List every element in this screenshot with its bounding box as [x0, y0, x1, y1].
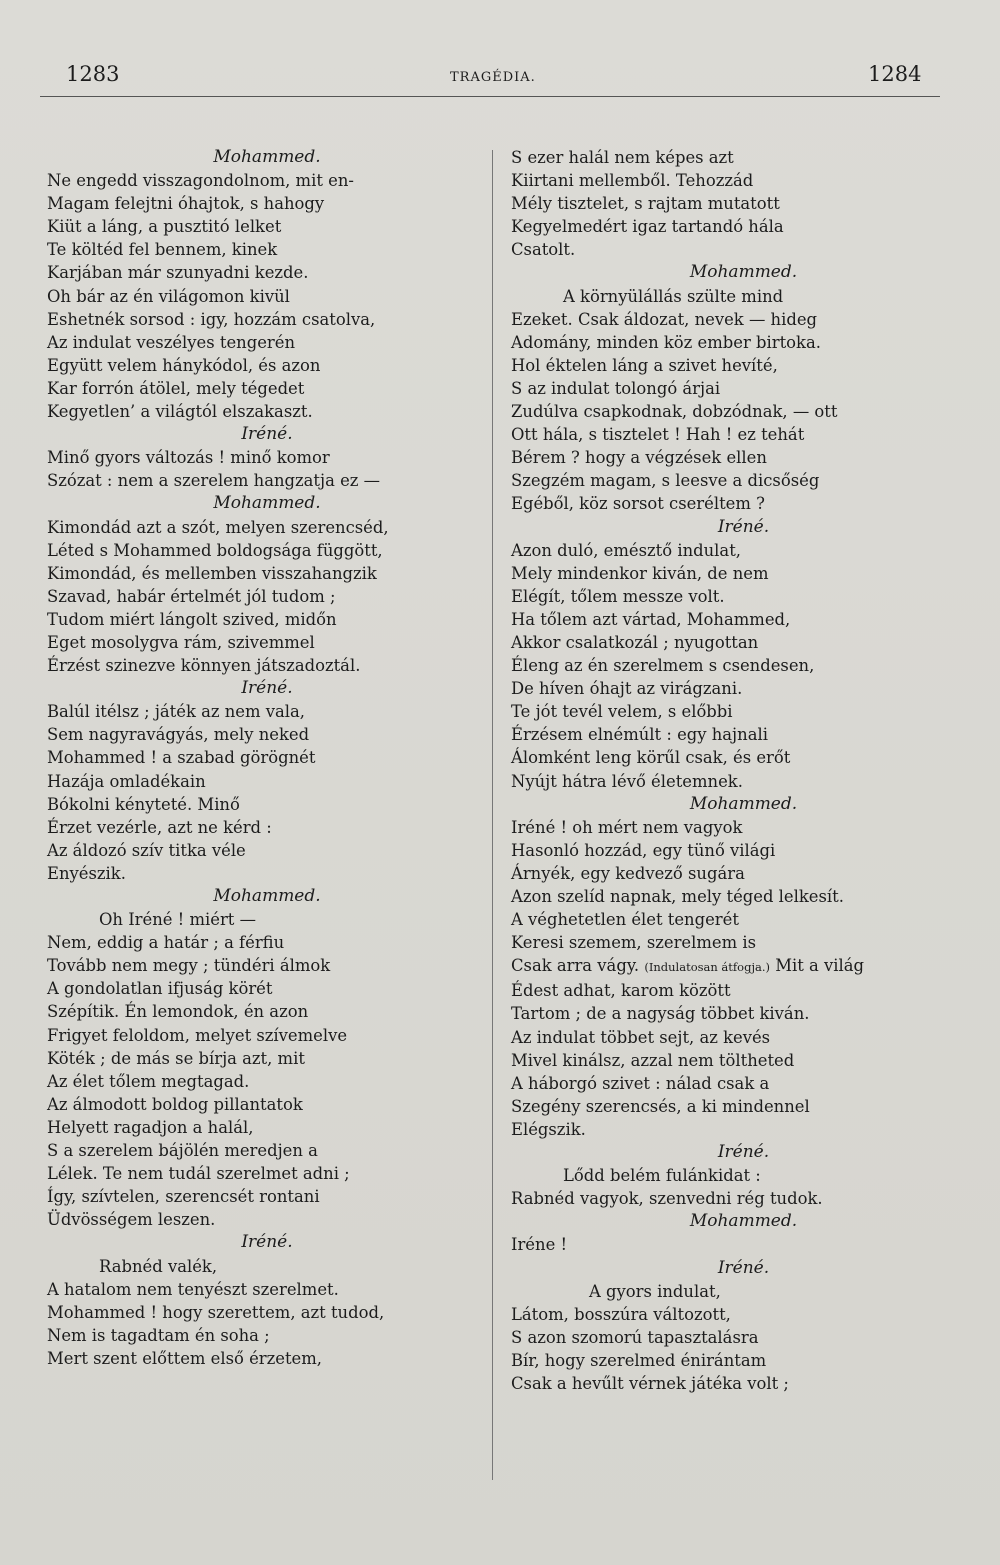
verse-line: Adomány, minden köz ember birtoka.: [511, 332, 821, 352]
verse-line: Látom, bosszúra változott,: [511, 1304, 731, 1324]
verse-line: Mohammed ! hogy szerettem, azt tudod,: [47, 1302, 385, 1322]
left-column: [47, 146, 487, 1370]
verse-line: Iréné ! oh mért nem vagyok: [511, 817, 743, 837]
speaker-name: Iréné.: [241, 424, 293, 445]
verse-line: Enyészik.: [47, 863, 126, 883]
verse-line: Szavad, habár értelmét jól tudom ;: [47, 586, 336, 606]
page-number-left: 1283: [66, 62, 120, 86]
verse-line: Kiüt a láng, a pusztitó lelket: [47, 217, 282, 237]
verse-line: Balúl itélsz ; játék az nem vala,: [47, 702, 305, 722]
verse-line: A háborgó szivet : nálad csak a: [511, 1073, 770, 1093]
verse-line: Érzésem elnémúlt : egy hajnali: [511, 725, 768, 745]
verse-line: Árnyék, egy kedvező sugára: [511, 863, 745, 883]
speaker-name: Iréné.: [241, 1232, 293, 1253]
verse-line: Ezeket. Csak áldozat, nevek — hideg: [511, 309, 818, 329]
verse-line: Rabnéd vagyok, szenvedni rég tudok.: [511, 1189, 823, 1209]
verse-line: Köték ; de más se bírja azt, mit: [47, 1048, 305, 1068]
verse-line: Kegyetlen’ a világtól elszakaszt.: [47, 402, 313, 422]
speaker-name: Iréné.: [241, 678, 293, 699]
verse-line: Éleng az én szerelmem s csendesen,: [511, 656, 815, 676]
verse-text: Mit a világ: [775, 956, 865, 976]
verse-line: Nem, eddig a határ ; a férfiu: [47, 933, 285, 953]
verse-line: Eshetnék sorsod : igy, hozzám csatolva,: [47, 309, 376, 329]
speaker-name: Mohammed.: [213, 493, 321, 514]
verse-line: Eget mosolygva rám, szivemmel: [47, 632, 315, 652]
verse-line: Sem nagyravágyás, mely neked: [47, 725, 310, 745]
verse-line: Szegény szerencsés, a ki mindennel: [511, 1096, 810, 1116]
verse-line: Hol éktelen láng a szivet hevíté,: [511, 355, 778, 375]
verse-line: Szózat : nem a szerelem hangzatja ez —: [47, 471, 381, 491]
verse-line: Együtt velem hánykódol, és azon: [47, 355, 321, 375]
verse-line: S a szerelem bájölén meredjen a: [47, 1141, 318, 1161]
verse-line: Kegyelmedért igaz tartandó hála: [511, 217, 784, 237]
verse-line: Tartom ; de a nagyság többet kiván.: [511, 1004, 810, 1024]
verse-line: Elégszik.: [511, 1119, 586, 1139]
verse-line: Szegzém magam, s leesve a dicsőség: [511, 471, 820, 491]
verse-line: Azon duló, emésztő indulat,: [511, 540, 741, 560]
verse-line: Ha tőlem azt vártad, Mohammed,: [511, 609, 791, 629]
verse-line: Egéből, köz sorsot cseréltem ?: [511, 494, 765, 514]
verse-line: Ott hála, s tisztelet ! Hah ! ez tehát: [511, 425, 805, 445]
verse-line: Édest adhat, karom között: [511, 981, 731, 1001]
column-divider: [492, 150, 493, 1480]
verse-line: Frigyet feloldom, melyet szívemelve: [47, 1025, 348, 1045]
verse-line: Mély tisztelet, s rajtam mutatott: [511, 194, 780, 214]
verse-line: Te jót tevél velem, s előbbi: [511, 702, 733, 722]
speaker-name: Iréné.: [717, 1142, 770, 1163]
verse-line: Magam felejtni óhajtok, s hahogy: [47, 194, 325, 214]
verse-line: A gondolatlan ifjuság körét: [47, 979, 273, 999]
verse-line: Oh bár az én világomon kivül: [47, 286, 290, 306]
speaker-name: Mohammed.: [689, 262, 798, 283]
verse-line: Hazája omladékain: [47, 771, 206, 791]
verse-line: Keresi szemem, szerelmem is: [511, 933, 757, 953]
verse-line: Helyett ragadjon a halál,: [47, 1117, 254, 1137]
verse-line: Az indulat veszélyes tengerén: [47, 332, 295, 352]
verse-line: A hatalom nem tenyészt szerelmet.: [47, 1279, 339, 1299]
verse-line: De híven óhajt az virágzani.: [511, 679, 743, 699]
verse-line: Kimondád, és mellemben visszahangzik: [47, 563, 377, 583]
verse-line: Mohammed ! a szabad görögnét: [47, 748, 316, 768]
verse-line: S az indulat tolongó árjai: [511, 378, 721, 398]
verse-line: Csak a hevűlt vérnek játéka volt ;: [511, 1373, 789, 1393]
verse-line: Bókolni kényteté. Minő: [47, 794, 240, 814]
verse-line: Mivel kinálsz, azzal nem töltheted: [511, 1050, 795, 1070]
verse-line: Tovább nem megy ; tündéri álmok: [47, 956, 331, 976]
verse-line: Kiirtani mellemből. Tehozzád: [511, 171, 754, 191]
right-column: [511, 146, 976, 1395]
running-title: TRAGÉDIA.: [450, 70, 536, 85]
verse-line: A véghetetlen élet tengerét: [511, 910, 739, 930]
verse-line: Az indulat többet sejt, az kevés: [511, 1027, 771, 1047]
verse-line: Szépítik. Én lemondok, én azon: [47, 1002, 309, 1022]
verse-line: Az áldozó szív titka véle: [47, 840, 246, 860]
header-rule: [40, 96, 940, 97]
verse-line: Üdvösségem leszen.: [47, 1210, 216, 1230]
verse-line: Nyújt hátra lévő életemnek.: [511, 771, 743, 791]
verse-line: Mert szent előttem első érzetem,: [47, 1348, 322, 1368]
verse-line: Lődd belém fulánkidat :: [563, 1166, 761, 1186]
verse-line: Oh Iréné ! miért —: [99, 910, 256, 930]
verse-line: Ne engedd visszagondolnom, mit en-: [47, 171, 354, 191]
verse-text: Csak arra vágy.: [511, 956, 640, 976]
speaker-name: Mohammed.: [213, 886, 321, 906]
verse-line: Csatolt.: [511, 240, 576, 260]
verse-line: Érzést szinezve könnyen játszadoztál.: [47, 656, 361, 676]
verse-line: Azon szelíd napnak, mely téged lelkesít.: [511, 887, 844, 906]
verse-line-with-stage-direction: [511, 954, 976, 979]
speaker-name: Iréné.: [717, 516, 770, 537]
verse-line: Tudom miért lángolt szived, midőn: [47, 609, 337, 629]
verse-line: Rabnéd valék,: [99, 1256, 218, 1276]
verse-line: Érzet vezérle, azt ne kérd :: [47, 817, 272, 837]
verse-line: S ezer halál nem képes azt: [511, 148, 734, 167]
verse-line: A gyors indulat,: [589, 1281, 721, 1301]
speaker-name: Mohammed.: [689, 1211, 798, 1232]
verse-line: Lélek. Te nem tudál szerelmet adni ;: [47, 1164, 350, 1184]
verse-line: Hasonló hozzád, egy tünő világi: [511, 840, 776, 860]
speaker-name: Iréné.: [717, 1257, 770, 1278]
verse-line: Kar forrón átölel, mely tégedet: [47, 378, 305, 398]
verse-line: Karjában már szunyadni kezde.: [47, 263, 309, 283]
verse-line: Elégít, tőlem messze volt.: [511, 586, 725, 606]
verse-line: Iréne !: [511, 1235, 568, 1255]
verse-line: A környülállás szülte mind: [563, 286, 784, 306]
verse-line: Te költéd fel bennem, kinek: [47, 240, 278, 260]
verse-line: Mely mindenkor kiván, de nem: [511, 563, 769, 583]
verse-line: Bérem ? hogy a végzések ellen: [511, 448, 767, 468]
page-number-right: 1284: [868, 62, 922, 86]
verse-line: Így, szívtelen, szerencsét rontani: [47, 1187, 320, 1207]
verse-line: Léted s Mohammed boldogsága függött,: [47, 540, 383, 560]
verse-line: Bír, hogy szerelmed énirántam: [511, 1350, 767, 1370]
verse-line: Zudúlva csapkodnak, dobzódnak, — ott: [511, 402, 838, 422]
speaker-name: Mohammed.: [213, 147, 321, 167]
verse-line: Kimondád azt a szót, melyen szerencséd,: [47, 517, 389, 537]
stage-direction: (Indulatosan átfogja.): [644, 960, 771, 975]
speaker-name: Mohammed.: [689, 793, 798, 814]
verse-line: Az élet tőlem megtagad.: [47, 1071, 250, 1091]
verse-line: S azon szomorú tapasztalásra: [511, 1327, 759, 1347]
verse-line: Az álmodott boldog pillantatok: [47, 1094, 303, 1114]
verse-line: Nem is tagadtam én soha ;: [47, 1325, 270, 1345]
verse-line: Álomként leng körűl csak, és erőt: [511, 748, 791, 768]
verse-line: Minő gyors változás ! minő komor: [47, 448, 330, 468]
verse-line: Akkor csalatkozál ; nyugottan: [511, 632, 759, 652]
